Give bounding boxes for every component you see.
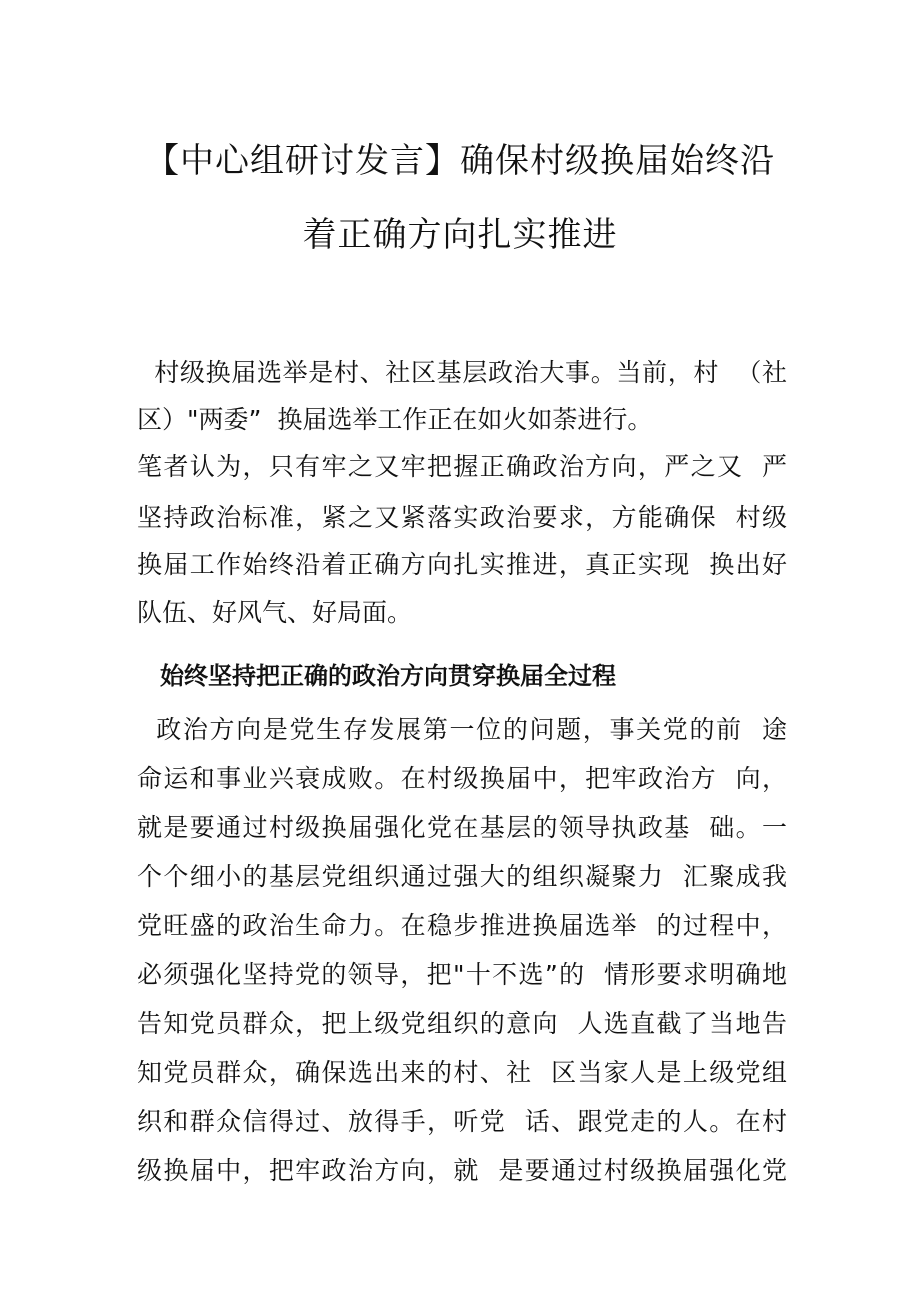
intro-line-4: 坚持政治标准，紧之又紧落实政治要求，方能确保 村级: [137, 503, 787, 532]
body-line-3: 就是要通过村级换届强化党在基层的领导执政基 础。一: [137, 813, 787, 842]
body-line-9: 织和群众信得过、放得手，听党 话、跟党走的人。在村: [137, 1107, 787, 1136]
body-line-5: 党旺盛的政治生命力。在稳步推进换届选举 的过程中，: [137, 911, 787, 940]
body-line-7: 告知党员群众，把上级党组织的意向 人选直截了当地告: [137, 1009, 787, 1038]
intro-line-2: 区）"两委” 换届选举工作正在如火如荼进行。: [137, 405, 653, 434]
body-line-6: 必须强化坚持党的领导，把"十不选”的 情形要求明确地: [137, 960, 787, 989]
intro-line-1: 村级换届选举是村、社区基层政治大事。当前，村 （社: [137, 358, 787, 387]
intro-line-5: 换届工作始终沿着正确方向扎实推进，真正实现 换出好: [137, 550, 787, 579]
intro-line-3: 笔者认为，只有牢之又牢把握正确政治方向，严之又 严: [137, 452, 787, 481]
intro-line-6: 队伍、好风气、好局面。: [137, 598, 413, 627]
body-line-10: 级换届中，把牢政治方向，就 是要通过村级换届强化党: [137, 1156, 787, 1185]
document-title-line-1: 【中心组研讨发言】确保村级换届始终沿: [145, 141, 775, 181]
body-line-4: 个个细小的基层党组织通过强大的组织凝聚力 汇聚成我: [137, 862, 787, 891]
document-title-line-2: 着正确方向扎实推进: [302, 215, 618, 255]
section-heading: 始终坚持把正确的政治方向贯穿换届全过程: [160, 662, 616, 690]
body-line-1: 政治方向是党生存发展第一位的问题，事关党的前 途: [137, 715, 787, 744]
body-line-8: 知党员群众，确保选出来的村、社 区当家人是上级党组: [137, 1058, 787, 1087]
body-line-2: 命运和事业兴衰成败。在村级换届中，把牢政治方 向，: [137, 764, 787, 793]
